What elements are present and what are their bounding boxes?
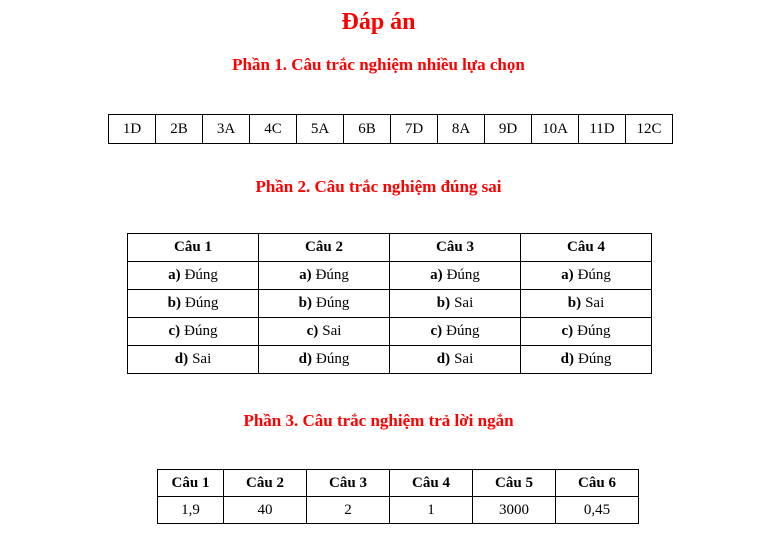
item-label: b)	[167, 295, 181, 311]
answer-cell: 1D	[109, 115, 156, 144]
answer-value: Đúng	[315, 267, 349, 283]
column-header: Câu 1	[158, 470, 224, 497]
table-row	[128, 318, 652, 346]
answer-value: Đúng	[577, 267, 611, 283]
answer-value: Sai	[454, 295, 474, 311]
column-header: Câu 2	[224, 470, 307, 497]
column-header: Câu 2	[259, 234, 390, 262]
column-header: Câu 1	[128, 234, 259, 262]
answer-cell: 3A	[203, 115, 250, 144]
column-header: Câu 5	[473, 470, 556, 497]
answer-cell	[390, 290, 521, 318]
answer-cell	[259, 346, 390, 374]
column-header: Câu 3	[390, 234, 521, 262]
answer-cell: 9D	[485, 115, 532, 144]
answer-cell: 5A	[297, 115, 344, 144]
answer-cell	[390, 318, 521, 346]
table-row	[128, 262, 652, 290]
answer-cell	[259, 290, 390, 318]
section-1-heading: Phần 1. Câu trắc nghiệm nhiều lựa chọn	[232, 55, 525, 74]
answer-value: Sai	[192, 351, 212, 367]
answer-value: Đúng	[578, 351, 612, 367]
column-header: Câu 6	[556, 470, 639, 497]
answer-value: Sai	[322, 323, 342, 339]
answer-cell: 7D	[391, 115, 438, 144]
answer-cell: 2B	[156, 115, 203, 144]
answer-cell	[128, 290, 259, 318]
table-row	[128, 346, 652, 374]
answer-cell	[521, 290, 652, 318]
answer-cell: 11D	[579, 115, 626, 144]
answer-value: Đúng	[185, 295, 219, 311]
section-3-heading: Phần 3. Câu trắc nghiệm trả lời ngắn	[243, 411, 514, 430]
answer-cell	[259, 262, 390, 290]
item-label: a)	[561, 267, 574, 283]
answer-cell	[390, 346, 521, 374]
item-label: a)	[430, 267, 443, 283]
answer-cell	[521, 262, 652, 290]
answer-cell: 2	[307, 497, 390, 524]
answer-cell: 1,9	[158, 497, 224, 524]
short-answer-table	[157, 469, 639, 524]
item-label: c)	[430, 323, 443, 339]
answer-cell: 3000	[473, 497, 556, 524]
answer-cell	[259, 318, 390, 346]
column-header: Câu 4	[521, 234, 652, 262]
answer-value: Đúng	[316, 351, 350, 367]
answer-cell: 1	[390, 497, 473, 524]
answer-cell	[521, 346, 652, 374]
item-label: c)	[168, 323, 181, 339]
item-label: d)	[174, 351, 189, 367]
answer-cell	[128, 318, 259, 346]
answer-cell	[128, 262, 259, 290]
table-row	[109, 115, 673, 144]
item-label: b)	[567, 295, 582, 311]
answer-value: Đúng	[184, 267, 218, 283]
item-label: a)	[299, 267, 312, 283]
item-label: d)	[436, 351, 451, 367]
item-label: d)	[560, 351, 574, 367]
item-label: d)	[298, 351, 312, 367]
section-2-heading: Phần 2. Câu trắc nghiệm đúng sai	[255, 177, 502, 196]
answer-cell: 12C	[626, 115, 673, 144]
answer-cell: 6B	[344, 115, 391, 144]
item-label: c)	[561, 323, 574, 339]
answer-value: Đúng	[577, 323, 611, 339]
answer-cell: 10A	[532, 115, 579, 144]
answer-value: Đúng	[184, 323, 218, 339]
item-label: a)	[168, 267, 181, 283]
table-header-row	[128, 234, 652, 262]
item-label: b)	[436, 295, 451, 311]
table-row	[158, 497, 639, 524]
page-title: Đáp án	[341, 9, 416, 35]
true-false-answer-table	[127, 233, 652, 374]
answer-value: Đúng	[446, 323, 480, 339]
answer-cell: 4C	[250, 115, 297, 144]
answer-cell: 40	[224, 497, 307, 524]
column-header: Câu 4	[390, 470, 473, 497]
answer-cell: 8A	[438, 115, 485, 144]
table-header-row	[158, 470, 639, 497]
answer-cell	[128, 346, 259, 374]
column-header: Câu 3	[307, 470, 390, 497]
answer-cell	[390, 262, 521, 290]
item-label: b)	[298, 295, 312, 311]
answer-value: Đúng	[446, 267, 480, 283]
table-row	[128, 290, 652, 318]
item-label: c)	[306, 323, 319, 339]
answer-cell: 0,45	[556, 497, 639, 524]
answer-value: Sai	[454, 351, 474, 367]
answer-value: Sai	[585, 295, 605, 311]
answer-cell	[521, 318, 652, 346]
answer-value: Đúng	[316, 295, 350, 311]
multiple-choice-answer-table	[108, 114, 673, 144]
